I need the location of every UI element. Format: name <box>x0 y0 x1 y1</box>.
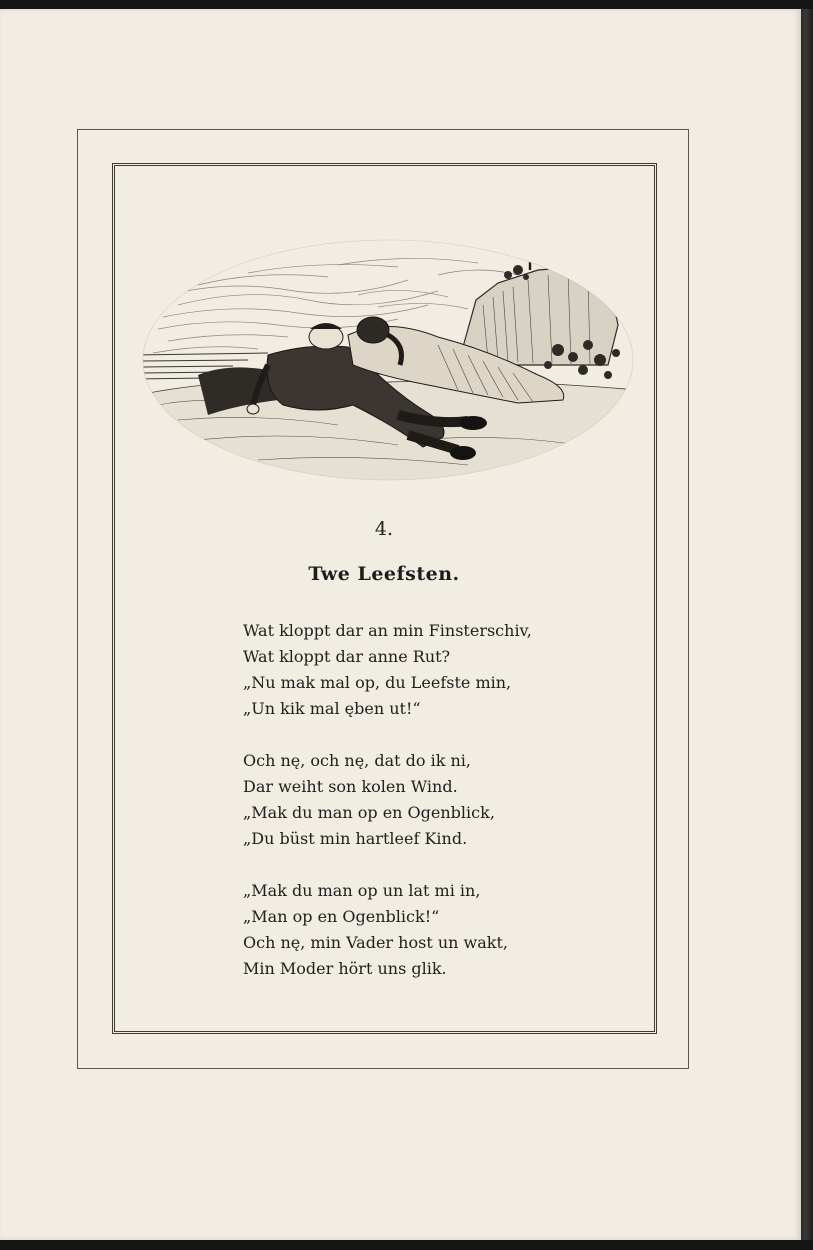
verse-line: „Un kik mal ęben ut!“ <box>243 699 421 718</box>
stanza-3 <box>243 878 623 982</box>
engraving-scene <box>138 243 638 490</box>
engraving-illustration <box>138 225 638 490</box>
verse-line: Dar weiht son kolen Wind. <box>243 777 458 796</box>
verse-line: Min Moder hört uns glik. <box>243 959 447 978</box>
scan-bottom-border <box>0 1240 813 1250</box>
verse-line: Och nę, min Vader host un wakt, <box>243 933 508 952</box>
verse-line: Wat kloppt dar anne Rut? <box>243 647 451 666</box>
verse-line: „Mak du man op en Ogenblick, <box>243 803 495 822</box>
scan-top-border <box>0 0 813 9</box>
rock <box>463 267 618 365</box>
page-edge <box>801 9 813 1240</box>
verse-line: „Man op en Ogenblick!“ <box>243 907 440 926</box>
verse-line: Wat kloppt dar an min Finsterschiv, <box>243 621 532 640</box>
grave-cross <box>521 243 539 270</box>
stanza-2 <box>243 748 623 852</box>
poem-title: Twe Leefsten. <box>308 563 460 585</box>
poem-number: 4. <box>374 518 394 540</box>
verse-line: „Nu mak mal op, du Leefste min, <box>243 673 512 692</box>
verse-line: Och nę, och nę, dat do ik ni, <box>243 751 472 770</box>
stanza-1 <box>243 618 623 722</box>
verse-line: „Du büst min hartleef Kind. <box>243 829 468 848</box>
verse-line: „Mak du man op un lat mi in, <box>243 881 481 900</box>
